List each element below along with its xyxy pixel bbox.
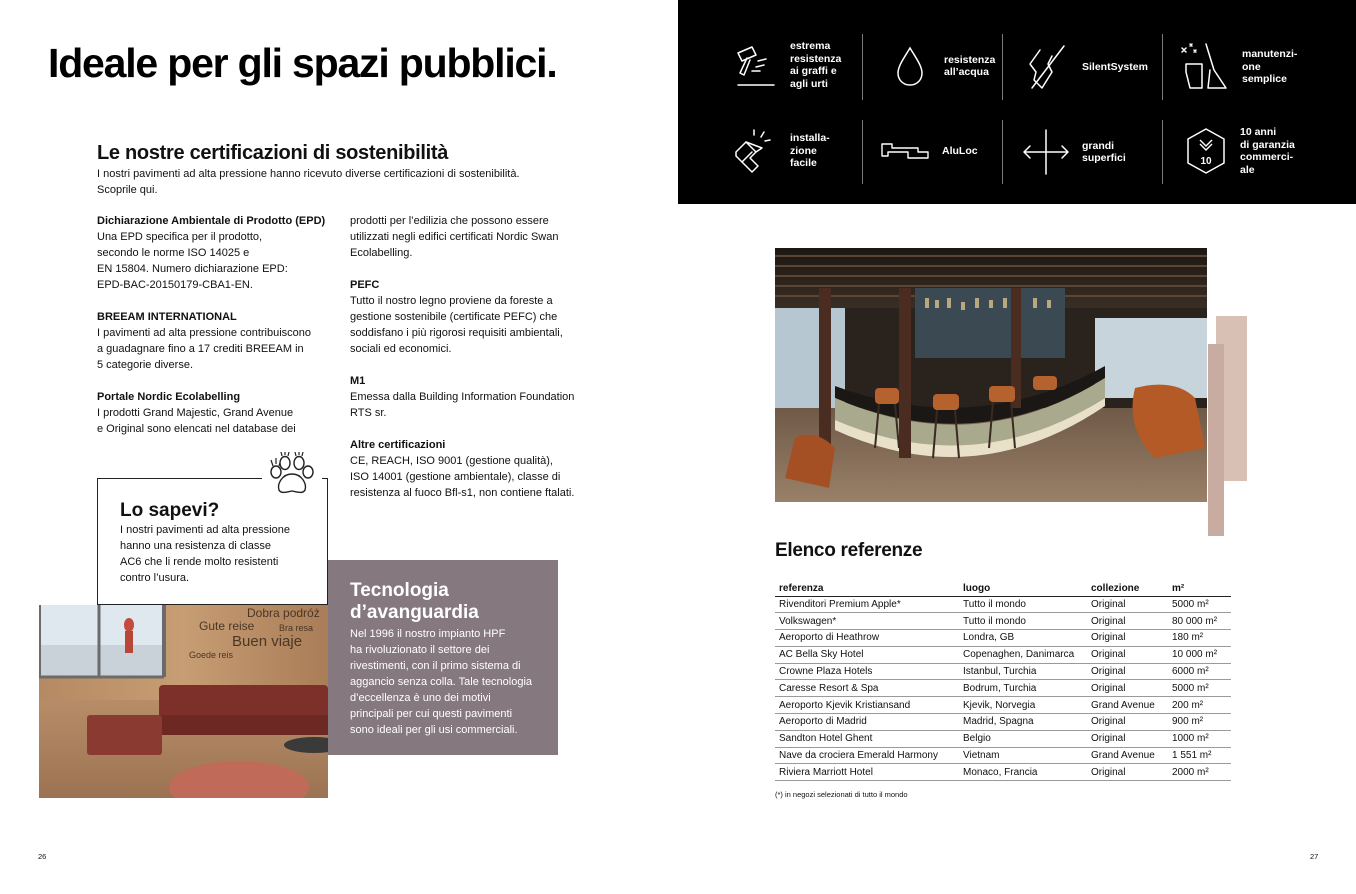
feature-item [1022, 128, 1126, 176]
altre-line: CE, REACH, ISO 9001 (gestione qualità), [350, 455, 553, 467]
table-cell: Original [1087, 730, 1168, 747]
table-row [775, 714, 1231, 731]
nordic-line: Ecolabelling. [350, 247, 413, 259]
feature-label: installa- zione facile [790, 132, 830, 170]
certifications-column-right [350, 213, 590, 517]
table-cell: Original [1087, 630, 1168, 647]
table-row [775, 747, 1231, 764]
divider [1162, 120, 1163, 184]
feature-item [1184, 126, 1295, 176]
table-cell: Tutto il mondo [959, 596, 1087, 613]
table-row [775, 630, 1231, 647]
table-cell: Original [1087, 764, 1168, 781]
technology-title [350, 580, 550, 624]
wall-text: Goede reis [189, 650, 234, 660]
table-cell: Aeroporto di Heathrow [775, 630, 959, 647]
click-hand-icon [730, 126, 778, 176]
table-cell: Aeroporto di Madrid [775, 714, 959, 731]
breeam-line: I pavimenti ad alta pressione contribuiscono [97, 327, 312, 339]
table-row [775, 764, 1231, 781]
water-drop-icon [888, 44, 932, 88]
feature-label: grandi superfici [1082, 139, 1126, 164]
certifications-title: Le nostre certificazioni di sostenibilità [97, 142, 449, 164]
m1-line: RTS sr. [350, 407, 387, 419]
wall-text: Buen viaje [232, 633, 303, 650]
divider [1002, 34, 1003, 100]
warranty-badge: 10 [1200, 156, 1212, 167]
pefc-section [350, 277, 590, 357]
feature-label: resistenza all’acqua [944, 53, 996, 78]
table-cell: 1 551 m² [1168, 747, 1231, 764]
sapevi-line: contro l’usura. [120, 572, 190, 584]
column-header: collezione [1087, 581, 1168, 596]
hotel-bar-image [775, 248, 1207, 502]
table-cell: 6000 m² [1168, 663, 1231, 680]
table-cell: Belgio [959, 730, 1087, 747]
feature-item [1022, 42, 1148, 92]
hammer-icon [730, 41, 778, 89]
certifications-intro [97, 166, 557, 198]
technology-text [350, 626, 550, 738]
silent-foot-icon [1022, 42, 1070, 92]
page-number-left: 26 [38, 852, 47, 861]
feature-label: estrema resistenza ai graffi e agli urti [790, 40, 842, 90]
wall-text: Bra resa [279, 623, 314, 633]
table-cell: Aeroporto Kjevik Kristiansand [775, 697, 959, 714]
broom-icon [1180, 42, 1230, 92]
tech-line: Nel 1996 il nostro impianto HPF [350, 628, 506, 640]
table-cell: Londra, GB [959, 630, 1087, 647]
table-cell: 1000 m² [1168, 730, 1231, 747]
pefc-line: sociali ed economici. [350, 343, 452, 355]
tech-line: rivestimenti, con il primo sistema di [350, 660, 521, 672]
table-row [775, 646, 1231, 663]
table-cell: Original [1087, 663, 1168, 680]
intro-line: Scoprile qui. [97, 184, 158, 196]
breeam-line: a guadagnare fino a 17 crediti BREEAM in [97, 343, 304, 355]
feature-label: AluLoc [942, 144, 978, 157]
paw-icon [267, 452, 317, 496]
table-cell: 2000 m² [1168, 764, 1231, 781]
epd-line: secondo le norme ISO 14025 e [97, 247, 250, 259]
breeam-line: 5 categorie diverse. [97, 359, 193, 371]
pefc-line: Tutto il nostro legno proviene da foreste a [350, 295, 553, 307]
references-table-body [775, 596, 1231, 781]
table-cell: AC Bella Sky Hotel [775, 646, 959, 663]
feature-label: SilentSystem [1082, 60, 1148, 73]
table-row [775, 697, 1231, 714]
table-cell: Grand Avenue [1087, 747, 1168, 764]
table-cell: Istanbul, Turchia [959, 663, 1087, 680]
wall-text: Gute reise [199, 619, 255, 633]
table-cell: Original [1087, 613, 1168, 630]
feature-item [880, 140, 978, 162]
pefc-line: soddisfano i più rigorosi requisiti ambientali, [350, 327, 563, 339]
table-cell: Crowne Plaza Hotels [775, 663, 959, 680]
table-cell: 900 m² [1168, 714, 1231, 731]
altre-heading: Altre certificazioni [350, 439, 446, 451]
table-row [775, 730, 1231, 747]
table-header-row [775, 581, 1231, 596]
sapevi-line: AC6 che li rende molto resistenti [120, 556, 279, 568]
table-row [775, 596, 1231, 613]
sapevi-line: I nostri pavimenti ad alta pressione [120, 524, 290, 536]
arrows-icon [1022, 128, 1070, 176]
table-cell: Caresse Resort & Spa [775, 680, 959, 697]
divider [862, 34, 863, 100]
breeam-heading: BREEAM INTERNATIONAL [97, 311, 237, 323]
table-cell: Sandton Hotel Ghent [775, 730, 959, 747]
table-cell: Vietnam [959, 747, 1087, 764]
table-cell: Grand Avenue [1087, 697, 1168, 714]
feature-item [730, 126, 830, 176]
aluloc-profile-icon [880, 140, 930, 162]
table-cell: Bodrum, Turchia [959, 680, 1087, 697]
table-cell: 80 000 m² [1168, 613, 1231, 630]
did-you-know-title: Lo sapevi? [120, 500, 220, 521]
tech-title-line: d’avanguardia [350, 602, 479, 623]
column-header: referenza [775, 581, 959, 596]
tech-line: sono ideali per gli usi commerciali. [350, 724, 518, 736]
sapevi-line: hanno una resistenza di classe [120, 540, 272, 552]
divider [1162, 34, 1163, 100]
table-cell: Original [1087, 596, 1168, 613]
tech-line: d’eccellenza è uno dei motivi [350, 692, 491, 704]
table-cell: Tutto il mondo [959, 613, 1087, 630]
divider [862, 120, 863, 184]
page-headline: Ideale per gli spazi pubblici. [48, 40, 557, 86]
column-header: luogo [959, 581, 1087, 596]
epd-heading: Dichiarazione Ambientale di Prodotto (EPD) [97, 215, 326, 227]
table-cell: Nave da crociera Emerald Harmony [775, 747, 959, 764]
decorative-block [1208, 344, 1224, 536]
feature-item [730, 40, 841, 90]
intro-line: I nostri pavimenti ad alta pressione hanno ricevuto diverse certificazioni di sostenibilità. [97, 168, 520, 180]
warranty-shield-icon [1184, 126, 1228, 176]
epd-section [97, 213, 337, 293]
altre-line: ISO 14001 (gestione ambientale), classe di [350, 471, 561, 483]
pefc-heading: PEFC [350, 279, 380, 291]
m1-line: Emessa dalla Building Information Foundation [350, 391, 575, 403]
did-you-know-text [120, 522, 310, 586]
table-cell: 5000 m² [1168, 596, 1231, 613]
airport-lounge-image [39, 605, 328, 798]
table-cell: Kjevik, Norvegia [959, 697, 1087, 714]
feature-item [1180, 42, 1297, 92]
epd-line: EN 15804. Numero dichiarazione EPD: [97, 263, 288, 275]
feature-label: 10 anni di garanzia commerci- ale [1240, 126, 1295, 176]
table-cell: 10 000 m² [1168, 646, 1231, 663]
table-cell: Madrid, Spagna [959, 714, 1087, 731]
nordic-line: utilizzati negli edifici certificati Nordic Swan [350, 231, 559, 243]
nordic-continued [350, 213, 590, 261]
feature-label: manutenzi- one semplice [1242, 48, 1298, 86]
altre-line: resistenza al fuoco Bfl-s1, non contiene ftalati. [350, 487, 575, 499]
table-cell: Volkswagen* [775, 613, 959, 630]
table-cell: Original [1087, 714, 1168, 731]
tech-line: principali per cui questi pavimenti [350, 708, 513, 720]
features-panel [678, 0, 1356, 204]
column-header: m² [1168, 581, 1231, 596]
epd-line: EPD-BAC-20150179-CBA1-EN. [97, 279, 253, 291]
m1-heading: M1 [350, 375, 366, 387]
altre-section [350, 437, 590, 501]
table-cell: Copenaghen, Danimarca [959, 646, 1087, 663]
nordic-line: e Original sono elencati nel database dei [97, 423, 296, 435]
references-footnote: (*) in negozi selezionati di tutto il mondo [775, 790, 908, 799]
table-cell: 180 m² [1168, 630, 1231, 647]
nordic-line: I prodotti Grand Majestic, Grand Avenue [97, 407, 294, 419]
feature-item [888, 44, 995, 88]
table-cell: Original [1087, 680, 1168, 697]
references-table [775, 581, 1231, 781]
epd-line: Una EPD specifica per il prodotto, [97, 231, 263, 243]
table-cell: 5000 m² [1168, 680, 1231, 697]
table-row [775, 663, 1231, 680]
nordic-section [97, 389, 337, 437]
certifications-column-left [97, 213, 337, 453]
nordic-line: prodotti per l’edilizia che possono essere [350, 215, 549, 227]
breeam-section [97, 309, 337, 373]
table-cell: Rivenditori Premium Apple* [775, 596, 959, 613]
wall-text: Dobra podróż [247, 606, 320, 620]
table-cell: 200 m² [1168, 697, 1231, 714]
pefc-line: gestione sostenibile (certificate PEFC) che [350, 311, 558, 323]
table-row [775, 680, 1231, 697]
tech-line: aggancio senza colla. Tale tecnologia [350, 676, 533, 688]
nordic-heading: Portale Nordic Ecolabelling [97, 391, 241, 403]
tech-title-line: Tecnologia [350, 580, 449, 601]
table-cell: Original [1087, 646, 1168, 663]
page-number-right: 27 [1310, 852, 1319, 861]
divider [1002, 120, 1003, 184]
table-row [775, 613, 1231, 630]
m1-section [350, 373, 590, 421]
tech-line: ha rivoluzionato il settore dei [350, 644, 490, 656]
references-title: Elenco referenze [775, 540, 923, 561]
table-cell: Riviera Marriott Hotel [775, 764, 959, 781]
table-cell: Monaco, Francia [959, 764, 1087, 781]
